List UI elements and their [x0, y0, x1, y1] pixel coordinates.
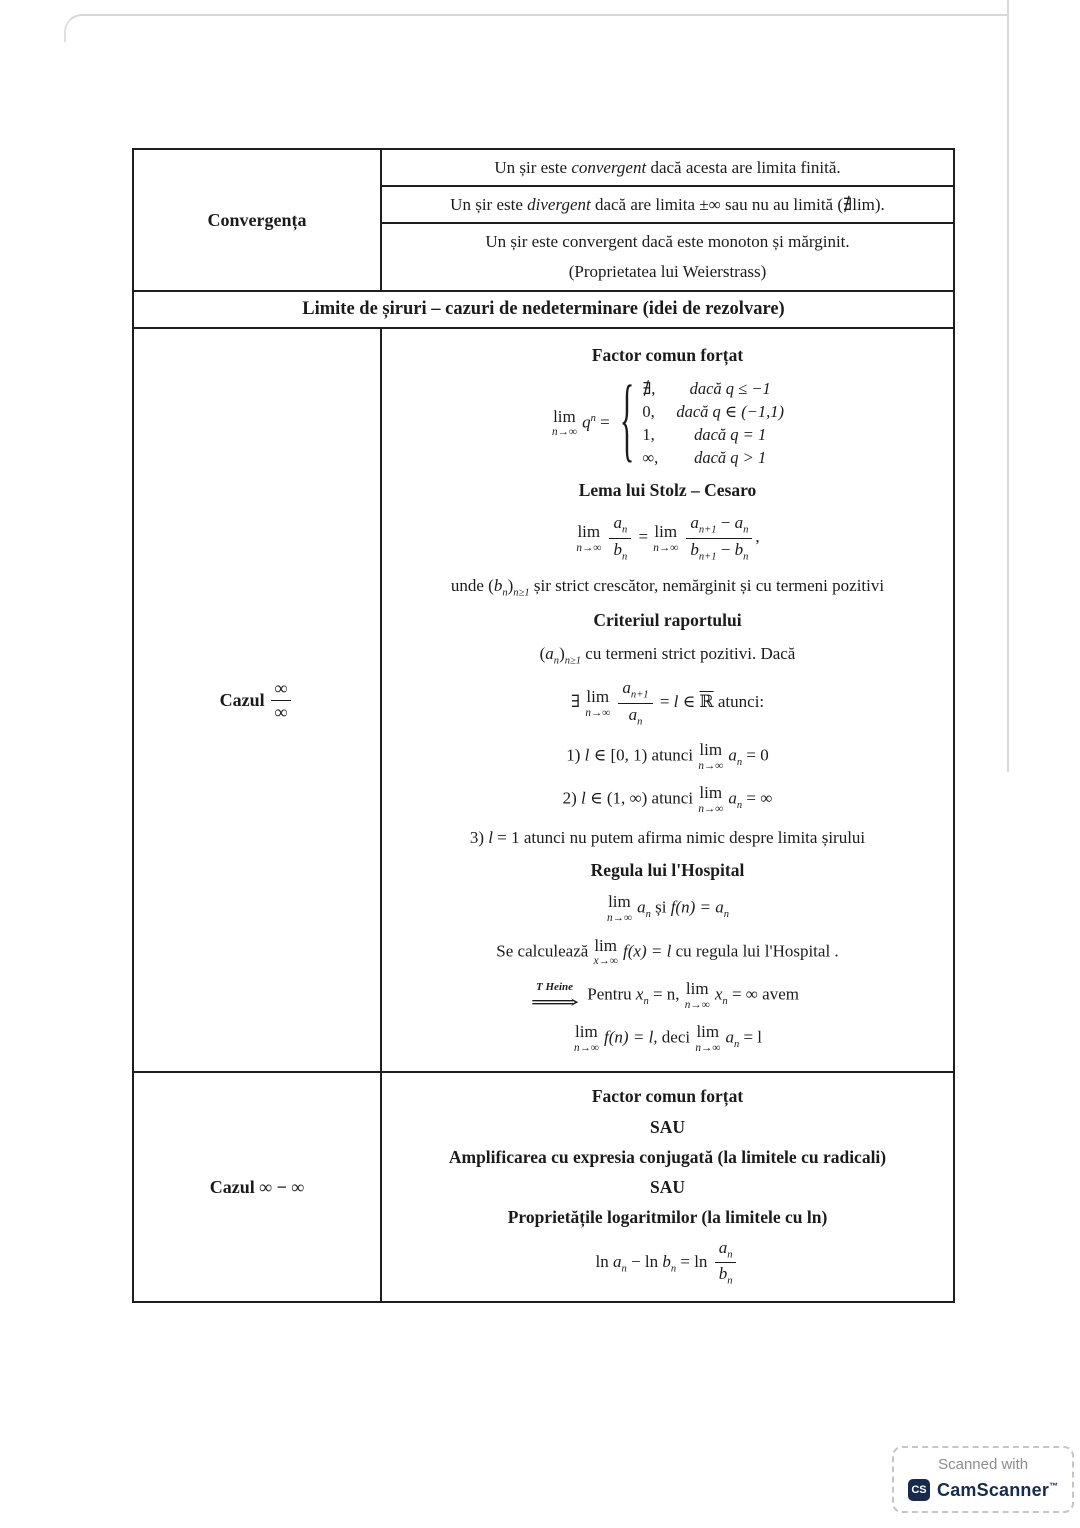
lim-block: lim n→∞: [607, 892, 632, 925]
formula-conclusion: lim n→∞ f(n) = l, deci lim n→∞ $a_n = l$: [573, 1022, 763, 1055]
case-row: ∞, dacă q > 1: [642, 447, 767, 467]
convergence-def-weierstrass: Un șir este convergent dacă este monoton și mărginit. (Proprietatea lui Weierstrass): [485, 232, 850, 281]
camscanner-name: CamScanner™: [937, 1479, 1059, 1500]
formula-se-calculeaza: Se calculează lim x→∞ f(x) = l cu regula lui l'Hospital .: [496, 935, 839, 968]
lim-block: lim n→∞: [551, 406, 577, 439]
heading-amplificare: Amplificarea cu expresia conjugată (la limitele cu radicali): [448, 1146, 887, 1167]
r-bar-symbol: ℝ: [699, 692, 714, 712]
case-inf-over-inf-content: [382, 329, 953, 1071]
convergence-definitions: [382, 150, 953, 290]
heading-factor-comun: Factor comun forțat: [591, 345, 744, 366]
convergence-row: [134, 150, 953, 290]
heading-stolz: Lema lui Stolz – Cesaro: [578, 479, 757, 500]
lim-block: lim n→∞: [585, 686, 611, 719]
ratio-item-2: 2) l ∈ (1, ∞) atunci lim n→∞ $a_n$ = ∞: [562, 783, 773, 816]
lim-block: lim x→∞: [593, 935, 618, 968]
section-title: Limite de șiruri – cazuri de nedeterminare (idei de rezolvare): [302, 299, 785, 319]
heading-log-properties: Proprietățile logaritmilor (la limitele cu ln): [507, 1207, 828, 1228]
formula-stolz: lim n→∞ $\frac{a_n}{b_n}$ = lim n→∞ $\frac{a_{n+1} - a_n}{b_{n+1} - b_n}$ ,: [576, 513, 760, 563]
case-row: ∄, dacă q ≤ −1: [642, 378, 771, 398]
fraction: $\frac{a_{n+1}}{a_n}$: [618, 678, 652, 728]
case-row: 0, dacă q ∈ (−1,1): [642, 401, 784, 421]
case-label-inf-minus-inf: Cazul ∞ − ∞: [134, 1073, 382, 1301]
ratio-item-3: 3) l = 1 atunci nu putem afirma nimic despre limita șirului: [469, 827, 866, 847]
notes-table: [132, 148, 955, 1303]
cases-brace: {: [619, 368, 635, 473]
convergence-label: Convergența: [134, 150, 382, 290]
section-title-row: [134, 290, 953, 327]
camscanner-badge: [892, 1446, 1074, 1513]
trademark-symbol: ™: [1049, 1480, 1059, 1491]
lim-block: lim n→∞: [573, 1022, 599, 1055]
formula-ln: $\ln a_n - \ln b_n = \ln$ $\frac{a_n}{b_n}$: [390, 1238, 945, 1288]
sau-text-1: SAU: [649, 1116, 685, 1137]
q-power: q: [582, 412, 591, 432]
fraction: $\frac{a_n}{b_n}$: [609, 513, 631, 563]
lim-block: lim n→∞: [684, 979, 710, 1011]
camscanner-logo: [908, 1479, 1058, 1501]
formula-ratio: ∃ lim n→∞ $\frac{a_{n+1}}{a_n}$ = l ∈ ℝ atunci:: [570, 678, 765, 728]
formula-lim-qn: lim n→∞ $q^n$ = { ∄, dacă q ≤ −1 0, dacă q ∈ (−1,1) 1, dacă q = 1 ∞, dacă q > 1: [390, 379, 945, 468]
ratio-item-1: 1) l ∈ [0, 1) atunci lim n→∞ $a_n = 0$: [566, 739, 769, 772]
lim-block: lim n→∞: [576, 521, 602, 554]
heading-lhospital: Regula lui l'Hospital: [590, 859, 745, 880]
camscanner-icon: CS: [908, 1479, 930, 1501]
lim-block: lim n→∞: [698, 739, 724, 772]
cases-block: [618, 368, 784, 473]
case-inf-over-inf-row: [134, 327, 953, 1071]
convergence-def-finite: Un șir este convergent dacă acesta are limita finită.: [382, 150, 953, 187]
fraction: $\frac{a_{n+1} - a_n}{b_{n+1} - b_n}$: [686, 513, 752, 563]
case-inf-minus-inf-row: [134, 1071, 953, 1301]
lim-block: lim n→∞: [653, 521, 679, 554]
heading-criteriul-raportului: Criteriul raportului: [593, 610, 742, 631]
case-label-inf-over-inf: Cazul $\frac{\infty}{\infty}$: [134, 329, 382, 1071]
sau-text-2: SAU: [649, 1177, 685, 1198]
case-row: 1, dacă q = 1: [642, 424, 767, 444]
case-inf-minus-inf-content: [382, 1073, 953, 1301]
inf-over-inf-fraction: $\frac{\infty}{\infty}$: [271, 678, 292, 722]
scanned-with-label: Scanned with: [938, 1456, 1029, 1473]
formula-an-fn: lim n→∞ $a_n$ și $f(n) = a_n$: [607, 892, 729, 925]
lim-block: lim n→∞: [698, 783, 724, 816]
page-edge-right: [1007, 0, 1009, 772]
fraction: $\frac{a_n}{b_n}$: [715, 1238, 737, 1288]
convergence-def-divergent: Un șir este divergent dacă are limita ±∞ sau nu au limită (∄lim).: [382, 187, 953, 224]
ratio-intro: $(a_n)_{n\ge 1}$ cu termeni strict pozitivi. Dacă: [539, 643, 796, 667]
page-edge-top: [64, 14, 1008, 42]
heine-arrow: T Heine ⟹: [529, 981, 580, 1012]
heading-factor-comun-2: Factor comun forțat: [591, 1086, 744, 1107]
formula-heine: T Heine ⟹ Pentru $x_n = n$, lim n→∞ $x_n$ = ∞ avem: [529, 979, 799, 1012]
note-stolz: unde $(b_n)_{n\ge 1}$ șir strict crescător, nemărginit și cu termeni pozitivi: [450, 575, 885, 599]
lim-block: lim n→∞: [695, 1022, 721, 1055]
